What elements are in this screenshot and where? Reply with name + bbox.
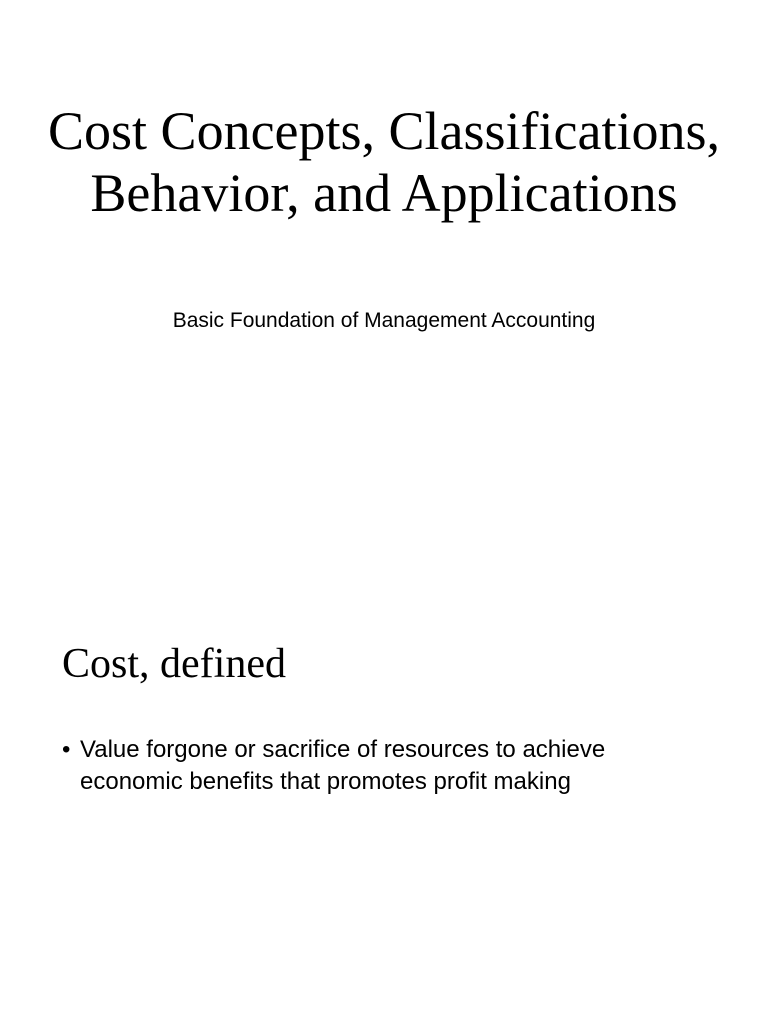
content-slide	[0, 512, 768, 1024]
bullet-list	[62, 734, 702, 798]
slide-subtitle: Basic Foundation of Management Accounting	[172, 309, 596, 332]
slide-title: Cost Concepts, Classifications, Behavior, and Applications	[48, 101, 720, 223]
bullet-item	[62, 734, 702, 798]
bullet-icon: •	[62, 736, 71, 763]
bullet-text: Value forgone or sacrifice of resources to achieve economic benefits that promotes profit making	[80, 736, 606, 795]
slide-heading: Cost, defined	[62, 641, 286, 687]
